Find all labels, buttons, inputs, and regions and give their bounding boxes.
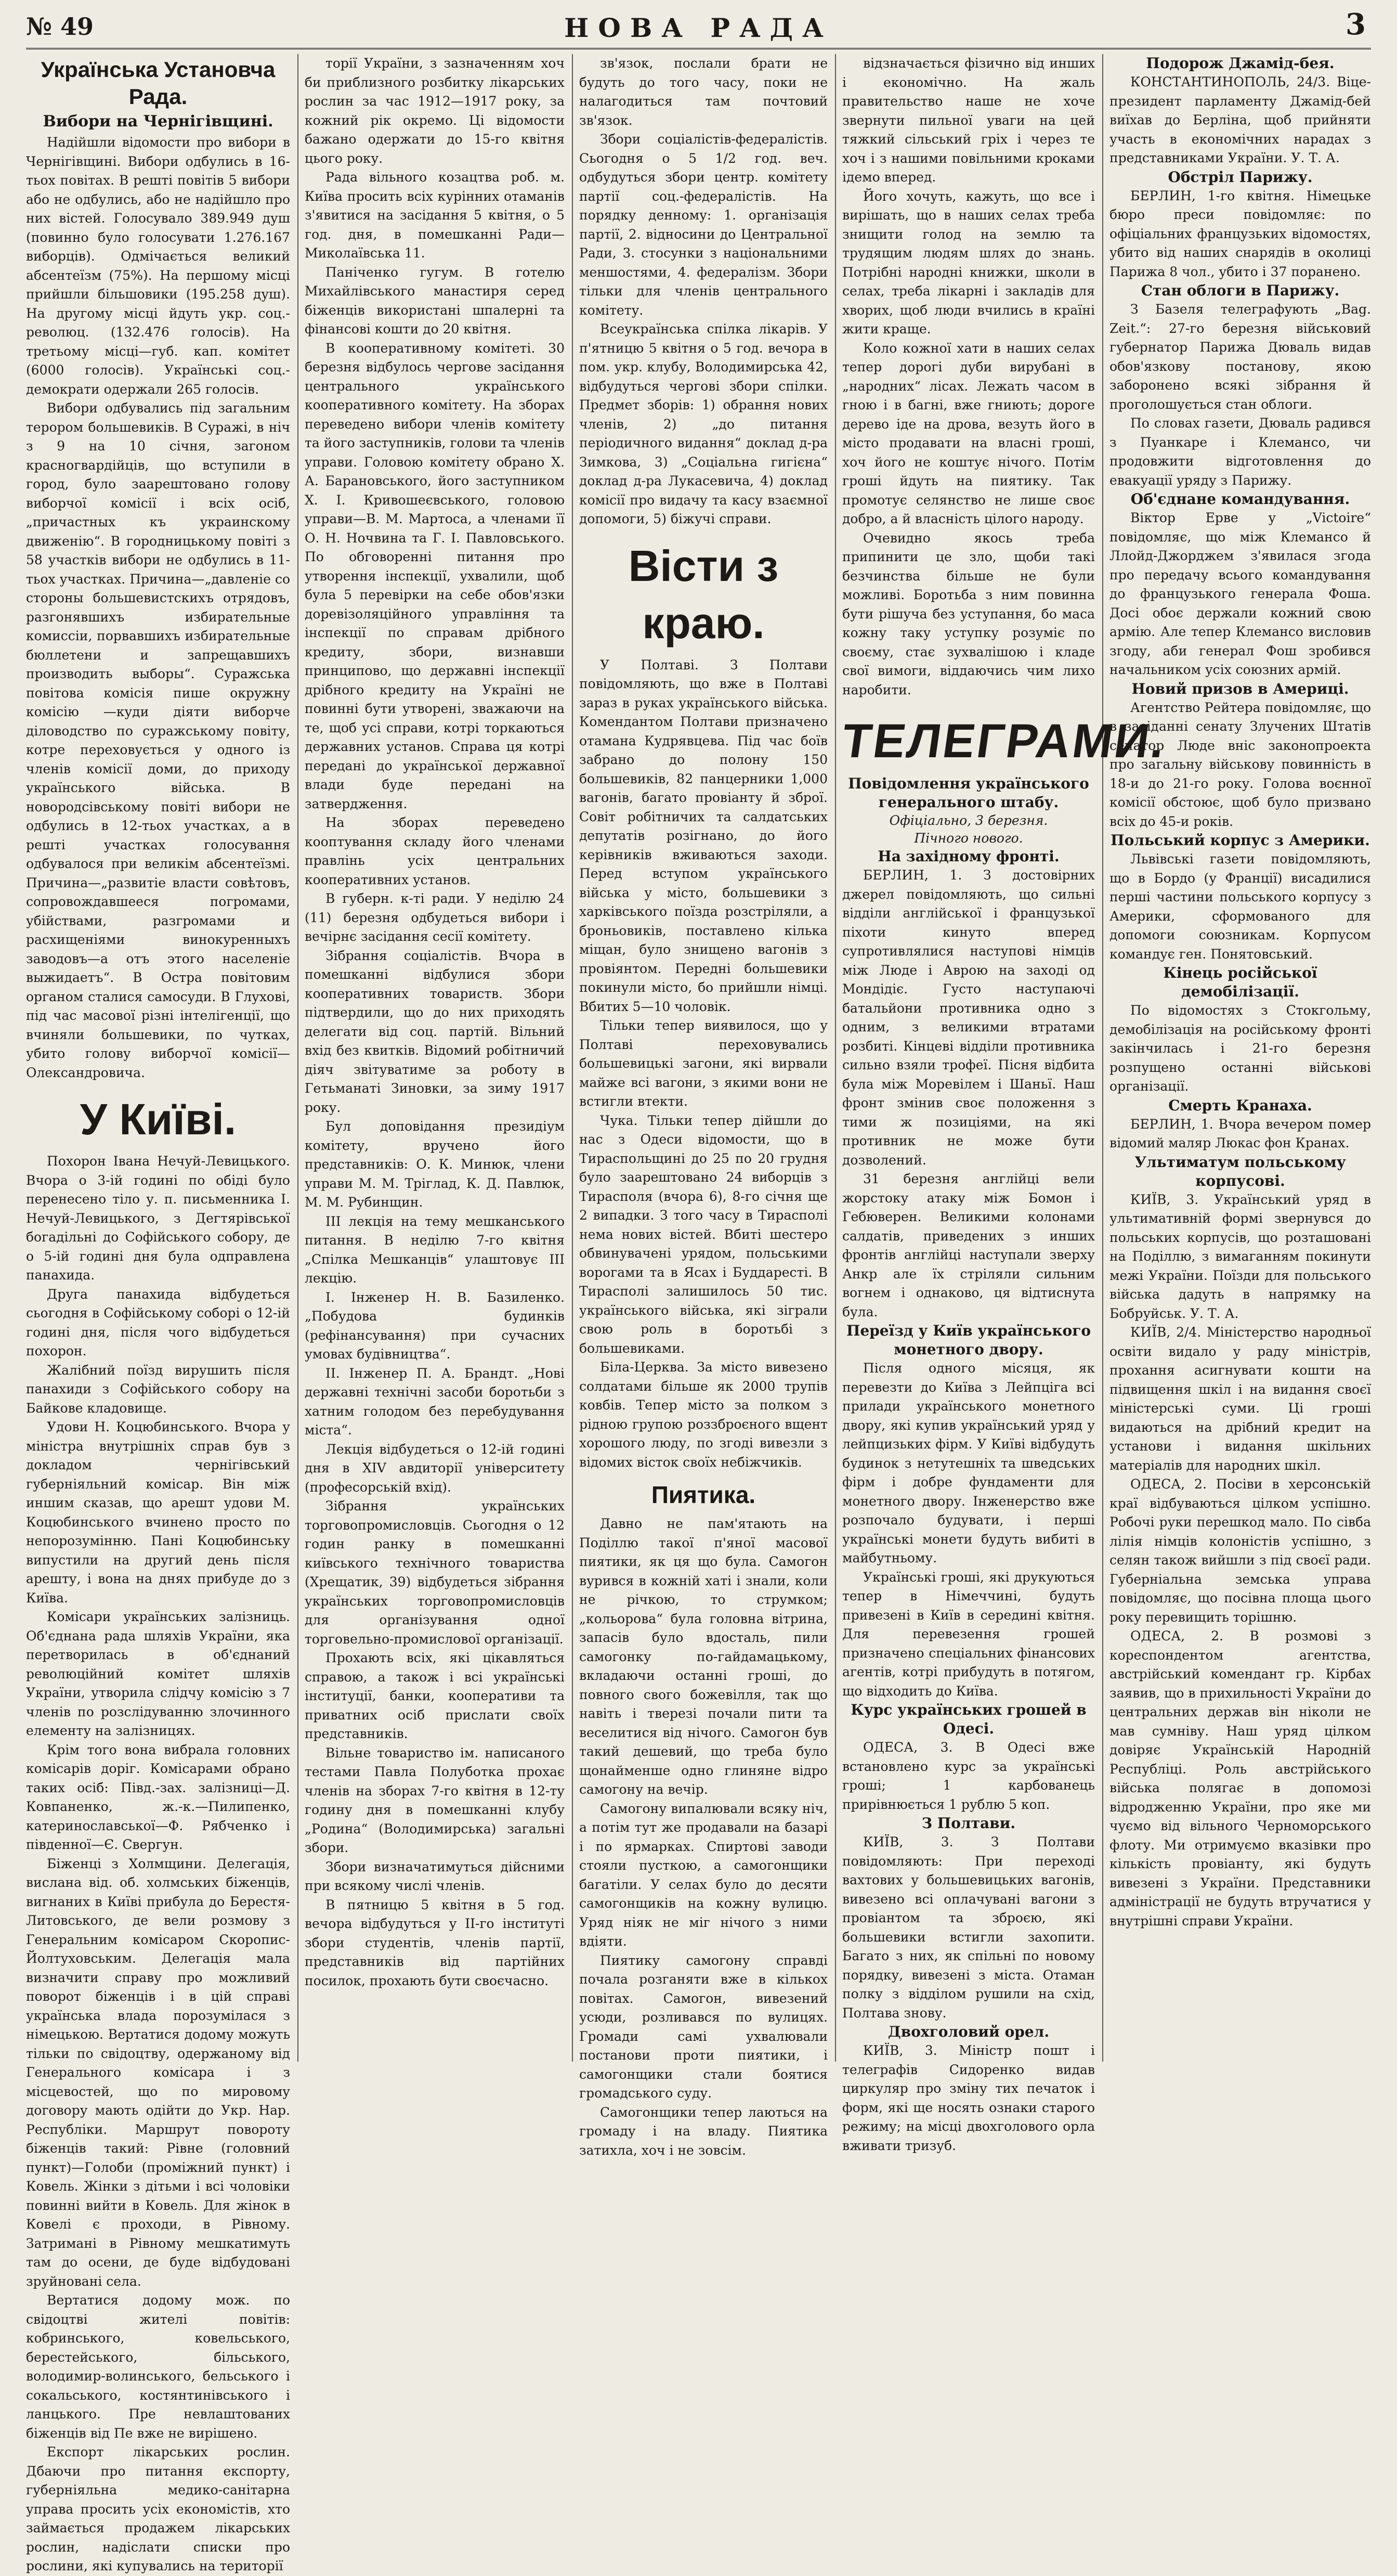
article-heading-paris-shelling: Обстріл Парижу. (1168, 168, 1313, 186)
article-heading-dzhamid: Подорож Джамід-бея. (1146, 55, 1335, 72)
article-heading-demobilization: Кінець російської демобілізації. (1163, 964, 1317, 1000)
article-heading-eagle: Двохголовий орел. (887, 2023, 1050, 2040)
telegram-item: КИЇВ, 3. Український уряд в ультимативній формі звернувся до польських корпусів, що розташовані на Поділлю, з вимаганням покинути межі України. Поїзди для польського війська дадуть в напрямку на Бобруйськ. У. Т. А. (1109, 1192, 1371, 1321)
column-2 (305, 54, 565, 2069)
article-heading-kranach: Смерть Кранаха. (1168, 1096, 1312, 1114)
article-heading-chernihiv: Вибори на Чернігівщині. (43, 112, 273, 131)
section-heading-pyatyka: Пиятика. (651, 1481, 756, 1508)
news-item: Всеукраїнська спілка лікарів. У п'ятницю 5 квітня о 5 год. вечора в пом. укр. клубу, Володимирська 42, відбудуться чергові збори спілки. Предмет зборів: 1) обрання нових членів, 2) „до питання періодичного видання“ доклад д-ра Зимкова, 3) „Соціальна гигієна“ доклад д-ра Лукасевича, 4) доклад комісії про видачу та касу взаємної допомоги, 5) біжучі справи. (579, 321, 828, 526)
telegram-item: ОДЕСА, 2. В розмові з кореспондентом агентства, австрійський комендант гр. Кірбах заявив, що в прихильності України до центральних держав він ніколи не мав сумніву. Наш уряд цілком довіряє Українській Народній Республіці. Роль австрійського війська полягає в допомозі відродженню України, про яке ми чуємо від вільного Черноморського флоту. Ми отримуємо вказівки про кількість провіанту, які будуть вивезені з України. Представники адміністрації не будуть втручатися у внутрішні справи України. (1109, 1628, 1371, 1928)
article-paragraph: Давно не пам'ятають на Поділлю такої п'яної масової пиятики, як ця що була. Самогон вурився в кожній хаті і знали, коли не річкою, то струмком; „кольорова“ була головна вітрина, запасів було вдосталь, пили самогонку по-гайдамацькому, вкладаючи останні гроші, до повного свого божевілля, так що навіть і тверезі почали пити та веселитися від нічого. Самогон був такий дешевий, що треба було щонайменше одно глиняне відро самогону на вечір. (579, 1516, 828, 1797)
news-item: Чука. Тільки тепер дійшли до нас з Одеси відомости, що в Тираспольщині до 25 по 20 грудня було заарештовано 24 виборців з Тирасполя (вчора 6), 8-го січня ще 2 випадки. З того часу в Тирасполі нема нових вістей. Вбиті шестеро обвинувачені урядом, польськими ворогами та в Ясах і Буддаресті. В Тирасполі залишилось 50 тис. українського війська, які зіграли свою роль в боротьбі з большевиками. (579, 1112, 828, 1356)
telegram-item: Агентство Рейтера повідомляє, що в засіданні сенату Злучених Штатів сенатор Люде вніс законопроекта про загальну військову повинність в 18-и до 21-го року. Голова воєнної комісії обстоює, щоб було призвано всіх до 45-и років. (1109, 700, 1371, 829)
news-item: Зібрання українських торговопромисловців. Сьогодня о 12 годин ранку в помешканні київського технічного товариства (Хрещатик, 39) відбудеться зібрання українських торговопромисловців для організування одної торговельно-промислової організації. (305, 1498, 565, 1647)
news-item: Збори визначатимуться дійсними при всякому числі членів. (305, 1859, 565, 1893)
page-number: 3 (1346, 7, 1366, 42)
article-paragraph: Самогону випалювали всяку ніч, а потім тут же продавали на базарі і по ярмарках. Спиртові заводи стояли пусткою, а самогонщики багатіли. У селах було до десяти самогонщиків на кожну вулицю. Уряд ніяк не міг нічого з ними вдіяти. (579, 1801, 828, 1949)
column-4 (838, 54, 1170, 2153)
telegram-item: КИЇВ, 3. Міністр пошт і телеграфів Сидоренко видав циркуляр про зміну тих печаток і форм, які ще носять ознаки старого режиму; на місці двохголового орла вживати тризуб. (842, 2043, 1095, 2153)
news-item: У Полтаві. З Полтави повідомляють, що вже в Полтаві зараз в руках українського війська. Комендантом Полтави призначено отамана Кудрявцева. Під час боїв забрано до полону 150 большевиків, 82 панцерники 1,000 вагонів, багато провіанту й зброї. Совіт робітничих та салдатських депутатів розігнано, до його керівників вживаються заходи. Перед вступом українського війська у місто, большевики з харківського поїзда розстріляли, а броньовиків, поставлено кілька міщан, було знищено вагонів з провіянтом. Передні большевики покинули місто, бо прийшли німці. Вбитих 5—10 чоловік. (579, 657, 828, 1014)
news-item: Прохають всіх, які цікавляться справою, а також і всі українські інституції, банки, кооперативи та приватних осіб прислати своїх представників. (305, 1650, 565, 1741)
column-1 (26, 54, 290, 2573)
telegram-item: БЕРЛИН, 1. З достовірних джерел повідомляють, що сильні відділи англійської і французької піхоти кинуто вперед супротивлялися наступові німців між Люде і Аврою на заході од Мондідіє. Густо наступаючі батальйони противника одно з одним, з великими втратами розбиті. Кінцеві відділи противника сильно взяли трофеї. Пісня відбита була між Моревілем і Шаньї. Наш фронт змінив своє положення з тими ж позиціями, на які противник не може бути дозволений. (842, 868, 1095, 1168)
news-item: Паніченко гугум. В готелю Михайлівського манастиря серед біженців використані шпалерні та фінансові кошти до 20 квітня. (305, 264, 565, 336)
issue-number: № 49 (26, 12, 94, 41)
article-heading-command: Об'єднане командування. (1130, 490, 1350, 508)
section-heading-u-kyivi: У Київі. (80, 1095, 237, 1144)
news-item: III лекція на тему мешканського питання. В неділю 7-го квітня „Спілка Мешканців“ улаштовує III лекцію. (305, 1213, 565, 1286)
news-item: Удови Н. Коцюбинського. Вчора у міністра внутрішніх справ був з докладом чернігівський губерніяльний комісар. Він між иншим сказав, що арешт удови М. Коцюбинського вчинено просто по непорозумінню. Пані Коцюбинську випустили на другий день після арешту, і вона на днях прибуде до з Київа. (26, 1419, 290, 1606)
article-heading-poltava: З Полтави. (921, 1815, 1016, 1832)
telegram-item: 31 березня англійці вели жорстоку атаку між Бомон і Гебюверен. Великими колонами салдатів, приведених з инших фронтів англійці наступали зверху Анкр але їх стріляли сильним вогнем і однаково, ця відтиснута була. (842, 1171, 1095, 1319)
column-divider (1102, 54, 1103, 2062)
article-paragraph: відзначається фізично від инших і економічно. На жаль правительство наше не хоче звернути пильної уваги на цей тяжкий сільський гріх і через те хоч і з нашими повільними кроками ідемо вперед. (842, 56, 1095, 185)
section-heading-ustanovcha-rada: Українська Установча Рада. (41, 57, 276, 109)
news-item: Вільне товариство ім. написаного тестами Павла Полуботка прохає членів на зборах 7-го квітня в 12-ту годину дня в помешканні клубу „Родина“ (Володимирська) загальні збори. (305, 1745, 565, 1855)
telegram-item: БЕРЛИН, 1-го квітня. Німецьке бюро преси повідомляє: по офіціальних французьких відомостях, убито від наших снарядів в околиці Парижа 8 чол., убито і 37 поранено. (1109, 188, 1371, 279)
article-paragraph: Коло кожної хати в наших селах тепер дорогі дуби вирубані в „народних“ лісах. Лежать часом в гною і в багні, вже гниють; дороге дерево іде на дрова, везуть його в місто продавати на власні гроші, хоч його не коштує нічого. Потім гроші йдуть на пиятику. Так промотує селянство не лише своє добро, а й власність цілого народу. (842, 340, 1095, 526)
masthead (26, 7, 1371, 46)
news-item: Тільки тепер виявилося, що у Полтаві переховувались большевицькі загони, які вирвали майже всі вагони, з якими вони не встигли втекти. (579, 1018, 828, 1109)
news-item: Крім того вона вибрала головних комісарів доріг. Комісарами обрано таких осіб: Півд.-зах. залізниці—Д. Ковпаненко, ж.-к.—Пилипенко, катеринославської—Ф. Рябченко і південної—Є. Свергун. (26, 1742, 290, 1852)
telegram-item: Після одного місяця, як перевезти до Київа з Лейпціга всі прилади українського монетного двору, які купив український уряд у лейпцизьких фірм. У Київі відбудуть будинок з нетутешніх та шведських фірм і добре фундаменти для монетного двору. Інженерство вже розпочало будувати, і перші українські монети будуть вибиті в майбутньому. (842, 1361, 1095, 1565)
section-heading-visti-z-krayu: Вісти з краю. (628, 541, 779, 648)
news-item: В пятницю 5 квітня в 5 год. вечора відбудуться у ІІ-го інституті збори студентів, членів партії, представників від партійних посилок, прохають бути своєчасно. (305, 1897, 565, 1988)
masthead-rule (26, 48, 1371, 49)
telegram-item: З Базеля телеграфують „Bag. Zeit.“: 27-го березня військовий губернатор Парижа Дюваль видав обов'язкову постанову, якою заборонено всякі зібрання й проголошується стан облоги. (1109, 302, 1371, 412)
article-heading-ultimatum: Ультиматум польському корпусові. (1134, 1153, 1346, 1189)
article-heading-western-front: На західному фронті. (878, 848, 1060, 865)
telegram-item: Львівські газети повідомляють, що в Бордо (у Франції) висадилися перші частини польського корпусу з Америки, сформованого для допомоги союзникам. Корпусом командує ген. Понятовський. (1109, 851, 1371, 962)
telegram-item: КИЇВ, 2/4. Міністерство народньої освіти видало у раду міністрів, прохання асигнувати кошти на підвищення шкіл і на видання своєї міністерські суми. Ці гроші видаються на дрібний кредит на установи і видання шкільних матеріалів для народних шкіл. (1109, 1325, 1371, 1473)
column-divider (572, 54, 573, 2062)
article-paragraph: Пиятику самогону справді почала розганяти вже в кількох повітах. Самогон, вивезений усюди, розливався по вулицях. Громади самі ухвалювали постанови проти пиятики, і самогонщики стали боятися громадського суду. (579, 1952, 828, 2101)
newspaper-title: НОВА РАДА (564, 12, 833, 43)
article-paragraph: Самогонщики тепер лаються на громаду і на владу. Пиятика затихла, хоч і не зовсім. (579, 2104, 828, 2158)
telegram-item: КИЇВ, 3. З Полтави повідомляють: При переході вахтових у большевицьких вагонів, вивезено всі оплачувані вагони з провіантом та зброєю, які большевики встигли захопити. Багато з них, як спільні по новому порядку, вивезені з міста. Отаман полку з відділом рушили на схід, Полтава знову. (842, 1834, 1095, 2021)
news-item: Похорон Івана Нечуй-Левицького. Вчора о 3-ій годині по обіді було перенесено тіло у. п. письменника І. Нечуй-Левицького, з Дегтярівської богадільні до Софійського собору, де о 5-ій годині дня була одправлена панахида. (26, 1154, 290, 1283)
column-3 (579, 54, 828, 2158)
article-heading-paris-siege: Стан облоги в Парижу. (1141, 282, 1340, 299)
telegram-item: Українські гроші, які друкуються тепер в Німеччині, будуть привезені в Київ в середині квітня. Для перевезення грошей призначено спеціальних фінансових агентів, котрі прибудуть в потягом, що відходить до Київа. (842, 1569, 1095, 1699)
telegram-dateline: Офіціально, 3 березня. (889, 813, 1048, 828)
news-item: Зібрання соціалістів. Вчора в помешканні відбулися збори кооперативних товариств. Збори підтвердили, що до них приходять делегати від соц. партій. Вільний вхід без квитків. Відомий робітничий діяч звітуватиме за роботу в Гетьманаті Зиновки, за зиму 1917 року. (305, 948, 565, 1115)
news-item: Жалібний поїзд вирушить після панахиди з Софійського собору на Байкове кладовище. (26, 1362, 290, 1416)
telegram-item: По словах газети, Дюваль радився з Пуанкаре і Клемансо, чи продовжити відготовлення до евакуації уряду з Парижу. (1109, 416, 1371, 488)
column-5 (1109, 54, 1371, 2069)
telegram-item: КОНСТАНТИНОПОЛЬ, 24/3. Віце-президент парламенту Джамід-бей виїхав до Берліна, щоб прийняти участь в економічних нарадах з представниками України. У. Т. А. (1109, 74, 1371, 165)
news-item: В губерн. к-ті ради. У неділю 24 (11) березня одбудеться вибори і вечірнє засідання сесії комітету. (305, 891, 565, 944)
telegram-item: ОДЕСА, 2. Посіви в херсонській краї відбуваються цілком успішно. Робочі руки перешкод мало. По сівба лілія німців колоністів успішно, з селян також вийшли з під своєї ради. Губерніальна земська управа повідомляє, що посівна площа цього року перевищить торішню. (1109, 1477, 1371, 1625)
article-heading-exchange-rate: Курс українських грошей в Одесі. (851, 1701, 1087, 1737)
news-item: Рада вільного козацтва роб. м. Київа просить всіх курінних отаманів з'явитися на засідання 5 квітня, о 5 год. дня, в помешканні Ради—Миколаївська 11. (305, 170, 565, 261)
telegram-item: ОДЕСА, 3. В Одесі вже встановлено курс за українські гроші; 1 карбованець прирівнюється 1 рублю 5 коп. (842, 1740, 1095, 1812)
article-heading-america: Новий призов в Америці. (1131, 680, 1349, 697)
article-paragraph: Надійшли відомости про вибори в Чернігівщині. Вибори одбулись в 16-тьох повітах. В решті повітів 5 вибори або не одбулись, або не надійшло про них вістей. Голосувало 389.949 душ (повинно було голосувати 1.276.167 виборців). Одмічається великий абсентеїзм (75%). На першому місці прийшли більшовики (195.258 душ). На другому місці йдуть укр. соц.-революц. (132.476 голосів). На третьому місці—губ. кап. комітет (6000 голосів). Українські соц.-демократи одержали 265 голосів. (26, 135, 290, 397)
news-item: І. Інженер Н. В. Базиленко. „Побудова будинків (рефінансування) при сучасних умовах будівництва“. (305, 1289, 565, 1362)
news-item: Біла-Церква. За місто вивезено солдатами більше як 2000 трупів ковбів. Тепер місто за полком з рідною групою роззброєного вщент хорошого люду, по згоді вивезли з відомих вісток своїх небіжчиків. (579, 1360, 828, 1470)
news-item: Експорт лікарських рослин. Дбаючи про питання експорту, губерніяльна медико-санітарна управа просить усіх економістів, хто займається продажем лікарських рослин, надіслати списки про рослини, які купувались на території (26, 2444, 290, 2573)
news-item: ІІ. Інженер П. А. Брандт. „Нові державні технічні засоби боротьби з хатним голодом без перебудування міста“. (305, 1365, 565, 1438)
article-heading-mint: Переїзд у Київ українського монетного двору. (846, 1322, 1091, 1358)
news-item: торії України, з зазначенням хоч би приблизного розбитку лікарських рослин за час 1912—1917 року, за кожний рік окремо. Ці відомости бажано одержати до 15-го квітня цього року. (305, 56, 565, 166)
article-paragraph: Вибори одбувались під загальним терором большевиків. В Суражі, в ніч з 9 на 10 січня, загоном красногвардійців, що вступили в город, було заарештовано голову виборчої комісії і всіх осіб, „причастных къ украинскому движенію“. В городницькому повіті з 58 участків вибори не одбулись в 11-тьох участках. Причина—„давленіе со стороны большевистскихъ отрядовъ, разгонявшихъ избирательные комиссіи, порвавшихъ избирательные бюллетени и запрещавшихъ производить выборы“. Суражська повітова комісія пише окружну комісію —куди діяти виборче діловодство по суражському повіту, котре переховується у одного із членів комісії доми, до приходу українського війська. В новородсівському повіті вибори не одбулись в 12-тьох участках, а в решті участках голосування одбувалося при великім абсентеїзмі. Причина—„развитіе власти совѣтовъ, сопровождавшееся погромами, убійствами, разгромами и расхищеніями винокуренныхъ заводовъ—а отъ этого населеніе выжидаетъ“. В Остра повітовим органом сталися самосуди. В Глухові, під час масової різні інтелігенції, що вчиняли большевики, по чутках, убито голову виборчої комісії—Олександровича. (26, 400, 290, 1080)
news-item: На зборах переведено кооптування складу його членами правлінь усіх центральних кооперативних установ. (305, 815, 565, 887)
telegram-item: БЕРЛИН, 1. Вчора вечером помер відомий маляр Люкас фон Кранах. (1109, 1116, 1371, 1150)
telegram-item: Віктор Ерве у „Victoire“ повідомляє, що між Клемансо й Ллойд-Джорджем з'явилася згода про передачу всього командування до французького генерала Фоша. Досі обоє держали кожний свою армію. Але тепер Клемансо висловив згоду, аби генерал Фош зробився начальником усіх союзних армій. (1109, 510, 1371, 677)
article-paragraph: Очевидно якось треба припинити це зло, щоби такі безчинства більше не були можливі. Боротьба з ним повинна бути рішуча без уступання, бо маса кожну таку уступку розуміє по своєму, стає зухвалішою і кладе свої вимоги, віддаючись чим лихо наробити. (842, 530, 1095, 697)
news-item: Біженці з Холмщини. Делегація, вислана від. об. холмських біженців, вигнаних в Київі прибула до Берестя-Литовського, де вели розмову з Генеральним комісаром Скоропис-Йолтуховським. Делегація мала визначити справу про можливий поворот біженців і в цій справі українська влада порозумілася з німецькою. Вертатися додому можуть тільки по свідоцтву, одержаному від Генерального комісара і з місцевостей, що по мировому договору мають одійти до Укр. Нар. Республіки. Маршрут повороту біженців такий: Рівне (головний пункт)—Голоби (проміжний пункт) і Ковель. Жінки з дітьми і всі чоловіки повинні вийти в Ковель. Для жінок в Ковелі є проходи, в Рівному. Затримані в Рівному мешкатимуть там до осени, де буде відбудовані зруйновані села. (26, 1856, 290, 2289)
article-heading-polish-corps: Польський корпус з Америки. (1111, 832, 1370, 849)
news-item: Вертатися додому мож. по свідоцтві жителі повітів: кобринського, ковельського, берестейського, більського, володимир-волинського, бельського і сокальського, костянтинівського і ланцького. Пре невлаштованих біженців від Пе вже не вирішено. (26, 2293, 290, 2441)
news-item: Друга панахида відбудеться сьогодня в Софійському соборі о 12-ій годині дня, після чого відбудеться похорон. (26, 1286, 290, 1358)
news-item: Бул доповідання президіум комітету, вручено його представників: О. К. Минюк, члени управи М. М. Тріглад, К. Д. Павлюк, М. М. Рубинщин. (305, 1119, 565, 1210)
news-item: Лекція відбудеться о 12-ій годині дня в XIV авдиторії університету (професорській вхід). (305, 1441, 565, 1495)
news-item: Комісари українських залізниць. Об'єднана рада шляхів України, яка перетворилась в об'єднаний революційний комітет шляхів України, утворила слідчу комісію з 7 членів по розслідуванню злочинного елементу на залізницях. (26, 1609, 290, 1738)
news-item: Збори соціалістів-федералістів. Сьогодня о 5 1/2 год. веч. одбудуться збори центр. комітету партії соц.-федералістів. На порядку денному: 1. організація партії, 2. відносини до Центральної Ради, 3. стосунки з національними меншостями, 4. федералізм. Збори тільки для членів центрального комітету. (579, 132, 828, 318)
telegram-dateline: Пічного нового. (914, 831, 1023, 846)
section-heading-telegramy: ТЕЛЕГРАМИ. (838, 715, 1170, 768)
telegram-item: По відомостях з Стокгольму, демобілізація на російському фронті закінчилась і 21-го березня розпущено останні військові організації. (1109, 1003, 1371, 1094)
news-item: зв'язок, послали брати не будуть до того часу, поки не налагодиться там почтовий зв'язок. (579, 56, 828, 128)
column-divider (835, 54, 836, 2062)
news-item: В кооперативному комітеті. 30 березня відбулось чергове засідання центрального українського кооперативного комітету. На зборах переведено вибори членів комітету та його заступників, голови та членів управи. Головою комітету обрано Х. А. Барановського, його заступником Х. І. Кривошеєвського, головою управи—В. М. Мартоса, а членами її О. Н. Ночвина та Г. І. Павловського. По обговоренні питання про утворення інспекції, ухвалили, щоб була 5 перевірки на себе обов'язки доревізоляційного управління та інспекції по справам дрібного кредиту, збори, визнавши принципово, що державні інспекції дрібного кредиту на Україні не повинні бути утворені, зважаючи на те, щоб усі справи, котрі торкаються державних установ. Справа ця котрі передані до української державної влади буде передані на затвердження. (305, 340, 565, 811)
column-divider (297, 54, 298, 2062)
article-paragraph: Його хочуть, кажуть, що все і вирішать, що в наших селах треба знищити голод на землю та трудящим людям шлях до знань. Потрібні народні книжки, школи в селах, треба лікарні і закладів для хворих, щоб люди вчились в країні жити краще. (842, 188, 1095, 336)
telegram-subheading: Повідомлення українського генерального штабу. (848, 775, 1089, 811)
